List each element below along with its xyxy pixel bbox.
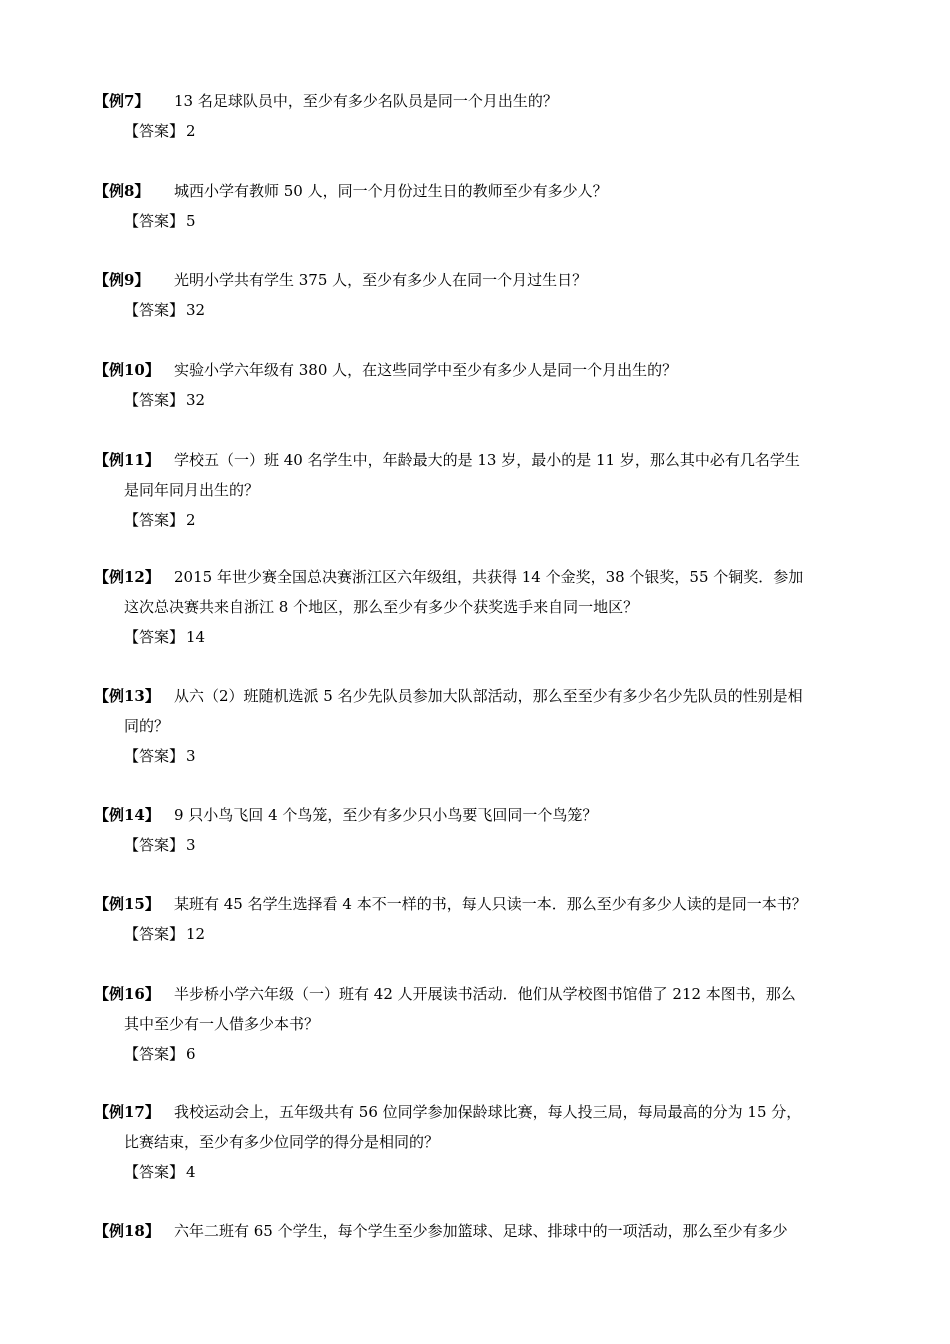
problem-text-continued: 这次总决赛共来自浙江 8 个地区，那么至少有多少个获奖选手来自同一地区？ xyxy=(124,598,639,616)
problem-label: 【例15】 xyxy=(94,895,160,913)
answer-label: 【答案】 xyxy=(124,1045,185,1063)
answer-label: 【答案】 xyxy=(124,301,185,319)
problem-label: 【例8】 xyxy=(94,182,150,200)
problem-label: 【例13】 xyxy=(94,687,160,705)
problem-18 xyxy=(94,1216,864,1246)
problem-10 xyxy=(94,355,864,415)
problem-label: 【例7】 xyxy=(94,92,150,110)
problem-16 xyxy=(94,979,864,1069)
problem-text-continued: 比赛结束，至少有多少位同学的得分是相同的？ xyxy=(124,1133,440,1151)
answer-row xyxy=(94,1039,864,1069)
problem-text: 13 名足球队员中，至少有多少名队员是同一个月出生的？ xyxy=(174,92,558,110)
answer-label: 【答案】 xyxy=(124,836,185,854)
answer-row xyxy=(94,206,864,236)
problem-text-continued: 同的？ xyxy=(124,717,170,735)
problem-8 xyxy=(94,176,864,236)
problem-text: 从六（2）班随机选派 5 名少先队员参加大队部活动，那么至至少有多少名少先队员的性别是相 xyxy=(174,687,803,705)
answer-row xyxy=(94,919,864,949)
problem-12 xyxy=(94,562,864,652)
problem-15 xyxy=(94,889,864,949)
answer-value: 12 xyxy=(186,925,206,943)
answer-value: 3 xyxy=(186,747,196,765)
answer-value: 6 xyxy=(186,1045,196,1063)
problem-label: 【例16】 xyxy=(94,985,160,1003)
problem-label: 【例11】 xyxy=(94,451,160,469)
problem-13 xyxy=(94,681,864,771)
answer-label: 【答案】 xyxy=(124,628,185,646)
answer-row xyxy=(94,505,864,535)
problem-label: 【例18】 xyxy=(94,1222,160,1240)
answer-value: 14 xyxy=(186,628,206,646)
problem-text: 某班有 45 名学生选择看 4 本不一样的书，每人只读一本．那么至少有多少人读的是同一本书？ xyxy=(174,895,807,913)
answer-label: 【答案】 xyxy=(124,122,185,140)
answer-label: 【答案】 xyxy=(124,511,185,529)
answer-value: 5 xyxy=(186,212,196,230)
problem-14 xyxy=(94,800,864,860)
answer-row xyxy=(94,622,864,652)
problem-text: 2015 年世少赛全国总决赛浙江区六年级组，共获得 14 个金奖，38 个银奖，55 个铜奖．参加 xyxy=(174,568,804,586)
problem-text: 9 只小鸟飞回 4 个鸟笼，至少有多少只小鸟要飞回同一个鸟笼？ xyxy=(174,806,598,824)
answer-row xyxy=(94,295,864,325)
answer-label: 【答案】 xyxy=(124,1163,185,1181)
answer-label: 【答案】 xyxy=(124,391,185,409)
answer-value: 2 xyxy=(186,511,196,529)
problem-text-continued: 是同年同月出生的？ xyxy=(124,481,260,499)
answer-value: 4 xyxy=(186,1163,196,1181)
problem-text: 实验小学六年级有 380 人，在这些同学中至少有多少人是同一个月出生的？ xyxy=(174,361,678,379)
problem-text: 我校运动会上，五年级共有 56 位同学参加保龄球比赛，每人投三局，每局最高的分为 15 分， xyxy=(174,1103,802,1121)
answer-row xyxy=(94,1157,864,1187)
problem-label: 【例12】 xyxy=(94,568,160,586)
problem-label: 【例10】 xyxy=(94,361,160,379)
answer-value: 2 xyxy=(186,122,196,140)
problem-text-continued: 其中至少有一人借多少本书？ xyxy=(124,1015,320,1033)
answer-label: 【答案】 xyxy=(124,925,185,943)
problem-text: 城西小学有教师 50 人，同一个月份过生日的教师至少有多少人？ xyxy=(174,182,608,200)
answer-row xyxy=(94,385,864,415)
problem-9 xyxy=(94,265,864,325)
problem-text: 六年二班有 65 个学生，每个学生至少参加篮球、足球、排球中的一项活动，那么至少有多少 xyxy=(174,1222,788,1240)
problem-label: 【例9】 xyxy=(94,271,150,289)
answer-row xyxy=(94,830,864,860)
problem-label: 【例17】 xyxy=(94,1103,160,1121)
problem-text: 半步桥小学六年级（一）班有 42 人开展读书活动．他们从学校图书馆借了 212 本图书，那么 xyxy=(174,985,796,1003)
answer-label: 【答案】 xyxy=(124,212,185,230)
answer-value: 32 xyxy=(186,301,206,319)
answer-value: 32 xyxy=(186,391,206,409)
problem-7 xyxy=(94,86,864,146)
problem-11 xyxy=(94,445,864,535)
problem-text: 学校五（一）班 40 名学生中，年龄最大的是 13 岁，最小的是 11 岁，那么其中必有几名学生 xyxy=(174,451,800,469)
answer-value: 3 xyxy=(186,836,196,854)
problem-17 xyxy=(94,1097,864,1187)
problem-text: 光明小学共有学生 375 人，至少有多少人在同一个月过生日？ xyxy=(174,271,588,289)
problem-label: 【例14】 xyxy=(94,806,160,824)
answer-row xyxy=(94,116,864,146)
answer-row xyxy=(94,741,864,771)
answer-label: 【答案】 xyxy=(124,747,185,765)
